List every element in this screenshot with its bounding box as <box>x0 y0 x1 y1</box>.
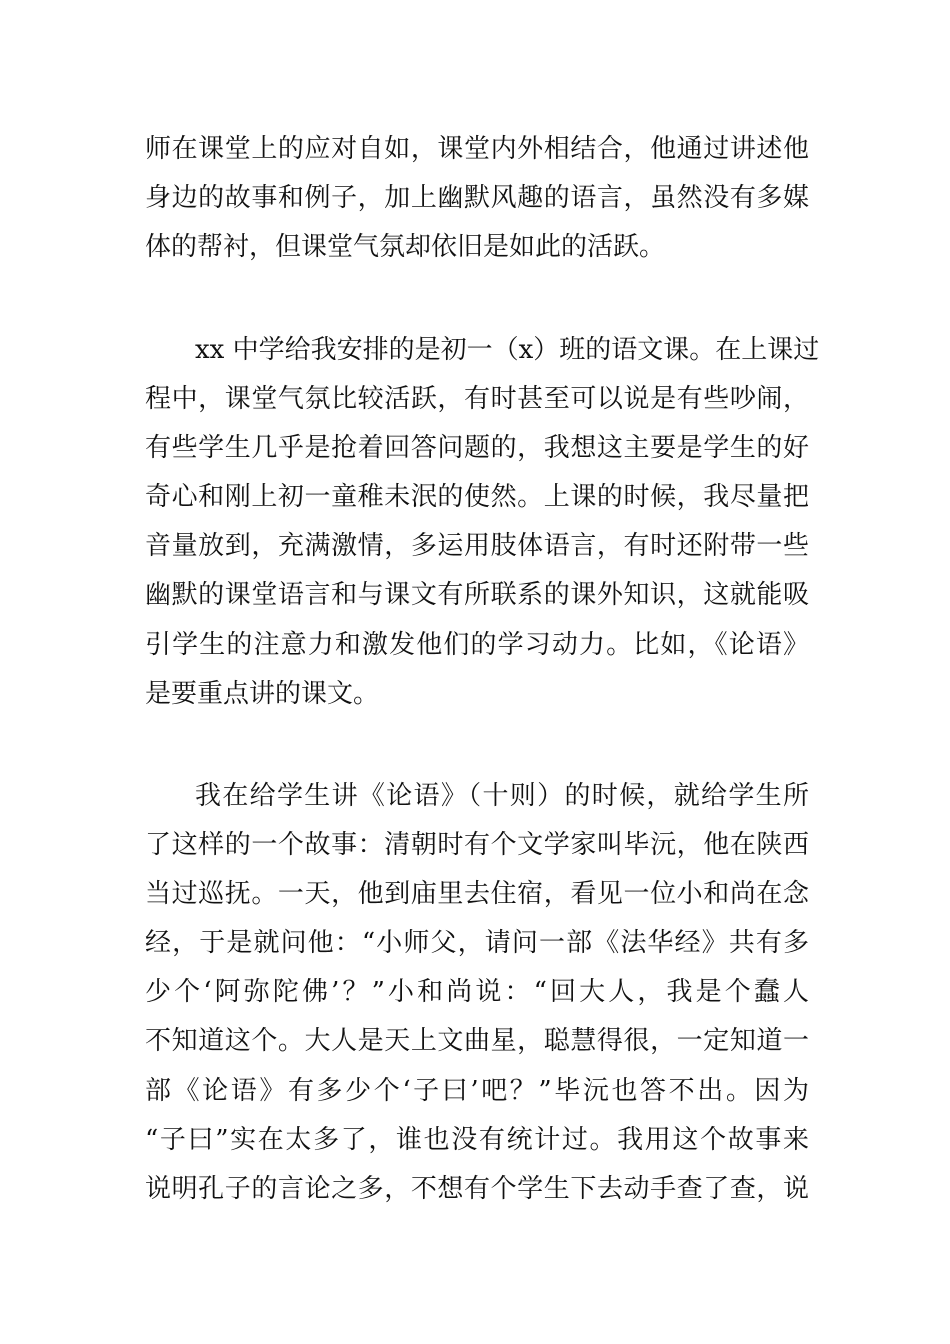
paragraph-2 <box>145 326 820 719</box>
paragraph-line: 奇心和刚上初一童稚未泯的使然。上课的时候，我尽量把 <box>145 482 809 513</box>
paragraph-line: 引学生的注意力和激发他们的学习动力。比如，《论语》 <box>145 629 809 660</box>
paragraph-line: 师在课堂上的应对自如，课堂内外相结合，他通过讲述他 <box>145 134 809 164</box>
paragraph-line: 身边的故事和例子，加上幽默风趣的语言，虽然没有多媒 <box>145 183 809 214</box>
paragraph-line: 幽默的课堂语言和与课文有所联系的课外知识，这就能吸 <box>145 580 809 611</box>
paragraph-line: 我在给学生讲《论语》（十则）的时候，就给学生所 <box>195 781 809 811</box>
paragraph-line: 有些学生几乎是抢着回答问题的，我想这主要是学生的好 <box>145 433 809 464</box>
paragraph-line: xx 中学给我安排的是初一（x）班的语文课。在上课过 <box>195 335 820 365</box>
paragraph-line: 程中，课堂气氛比较活跃，有时甚至可以说是有些吵闹， <box>145 384 809 415</box>
paragraph-line: 不知道这个。大人是天上文曲星，聪慧得很，一定知道一 <box>145 1026 809 1057</box>
paragraph-line: 当过巡抚。一天，他到庙里去住宿，看见一位小和尚在念 <box>145 879 809 910</box>
paragraph-line: 经，于是就问他：“小师父，请问一部《法华经》共有多 <box>145 928 809 959</box>
paragraph-line: 音量放到，充满激情，多运用肢体语言，有时还附带一些 <box>145 531 809 562</box>
paragraph-line: 了这样的一个故事：清朝时有个文学家叫毕沅，他在陕西 <box>145 830 809 861</box>
paragraph-line: 是要重点讲的课文。 <box>145 678 380 709</box>
paragraph-1 <box>145 125 809 272</box>
paragraph-line: “子曰”实在太多了，谁也没有统计过。我用这个故事来 <box>145 1124 809 1155</box>
paragraph-line: 部《论语》有多少个‘子曰’吧？”毕沅也答不出。因为 <box>145 1075 809 1106</box>
paragraph-line: 说明孔子的言论之多，不想有个学生下去动手查了查，说 <box>145 1173 809 1204</box>
paragraph-3 <box>145 772 809 1214</box>
paragraph-line: 少个‘阿弥陀佛’？”小和尚说：“回大人，我是个蠢人 <box>145 977 809 1008</box>
paragraph-line: 体的帮衬，但课堂气氛却依旧是如此的活跃。 <box>145 232 666 263</box>
